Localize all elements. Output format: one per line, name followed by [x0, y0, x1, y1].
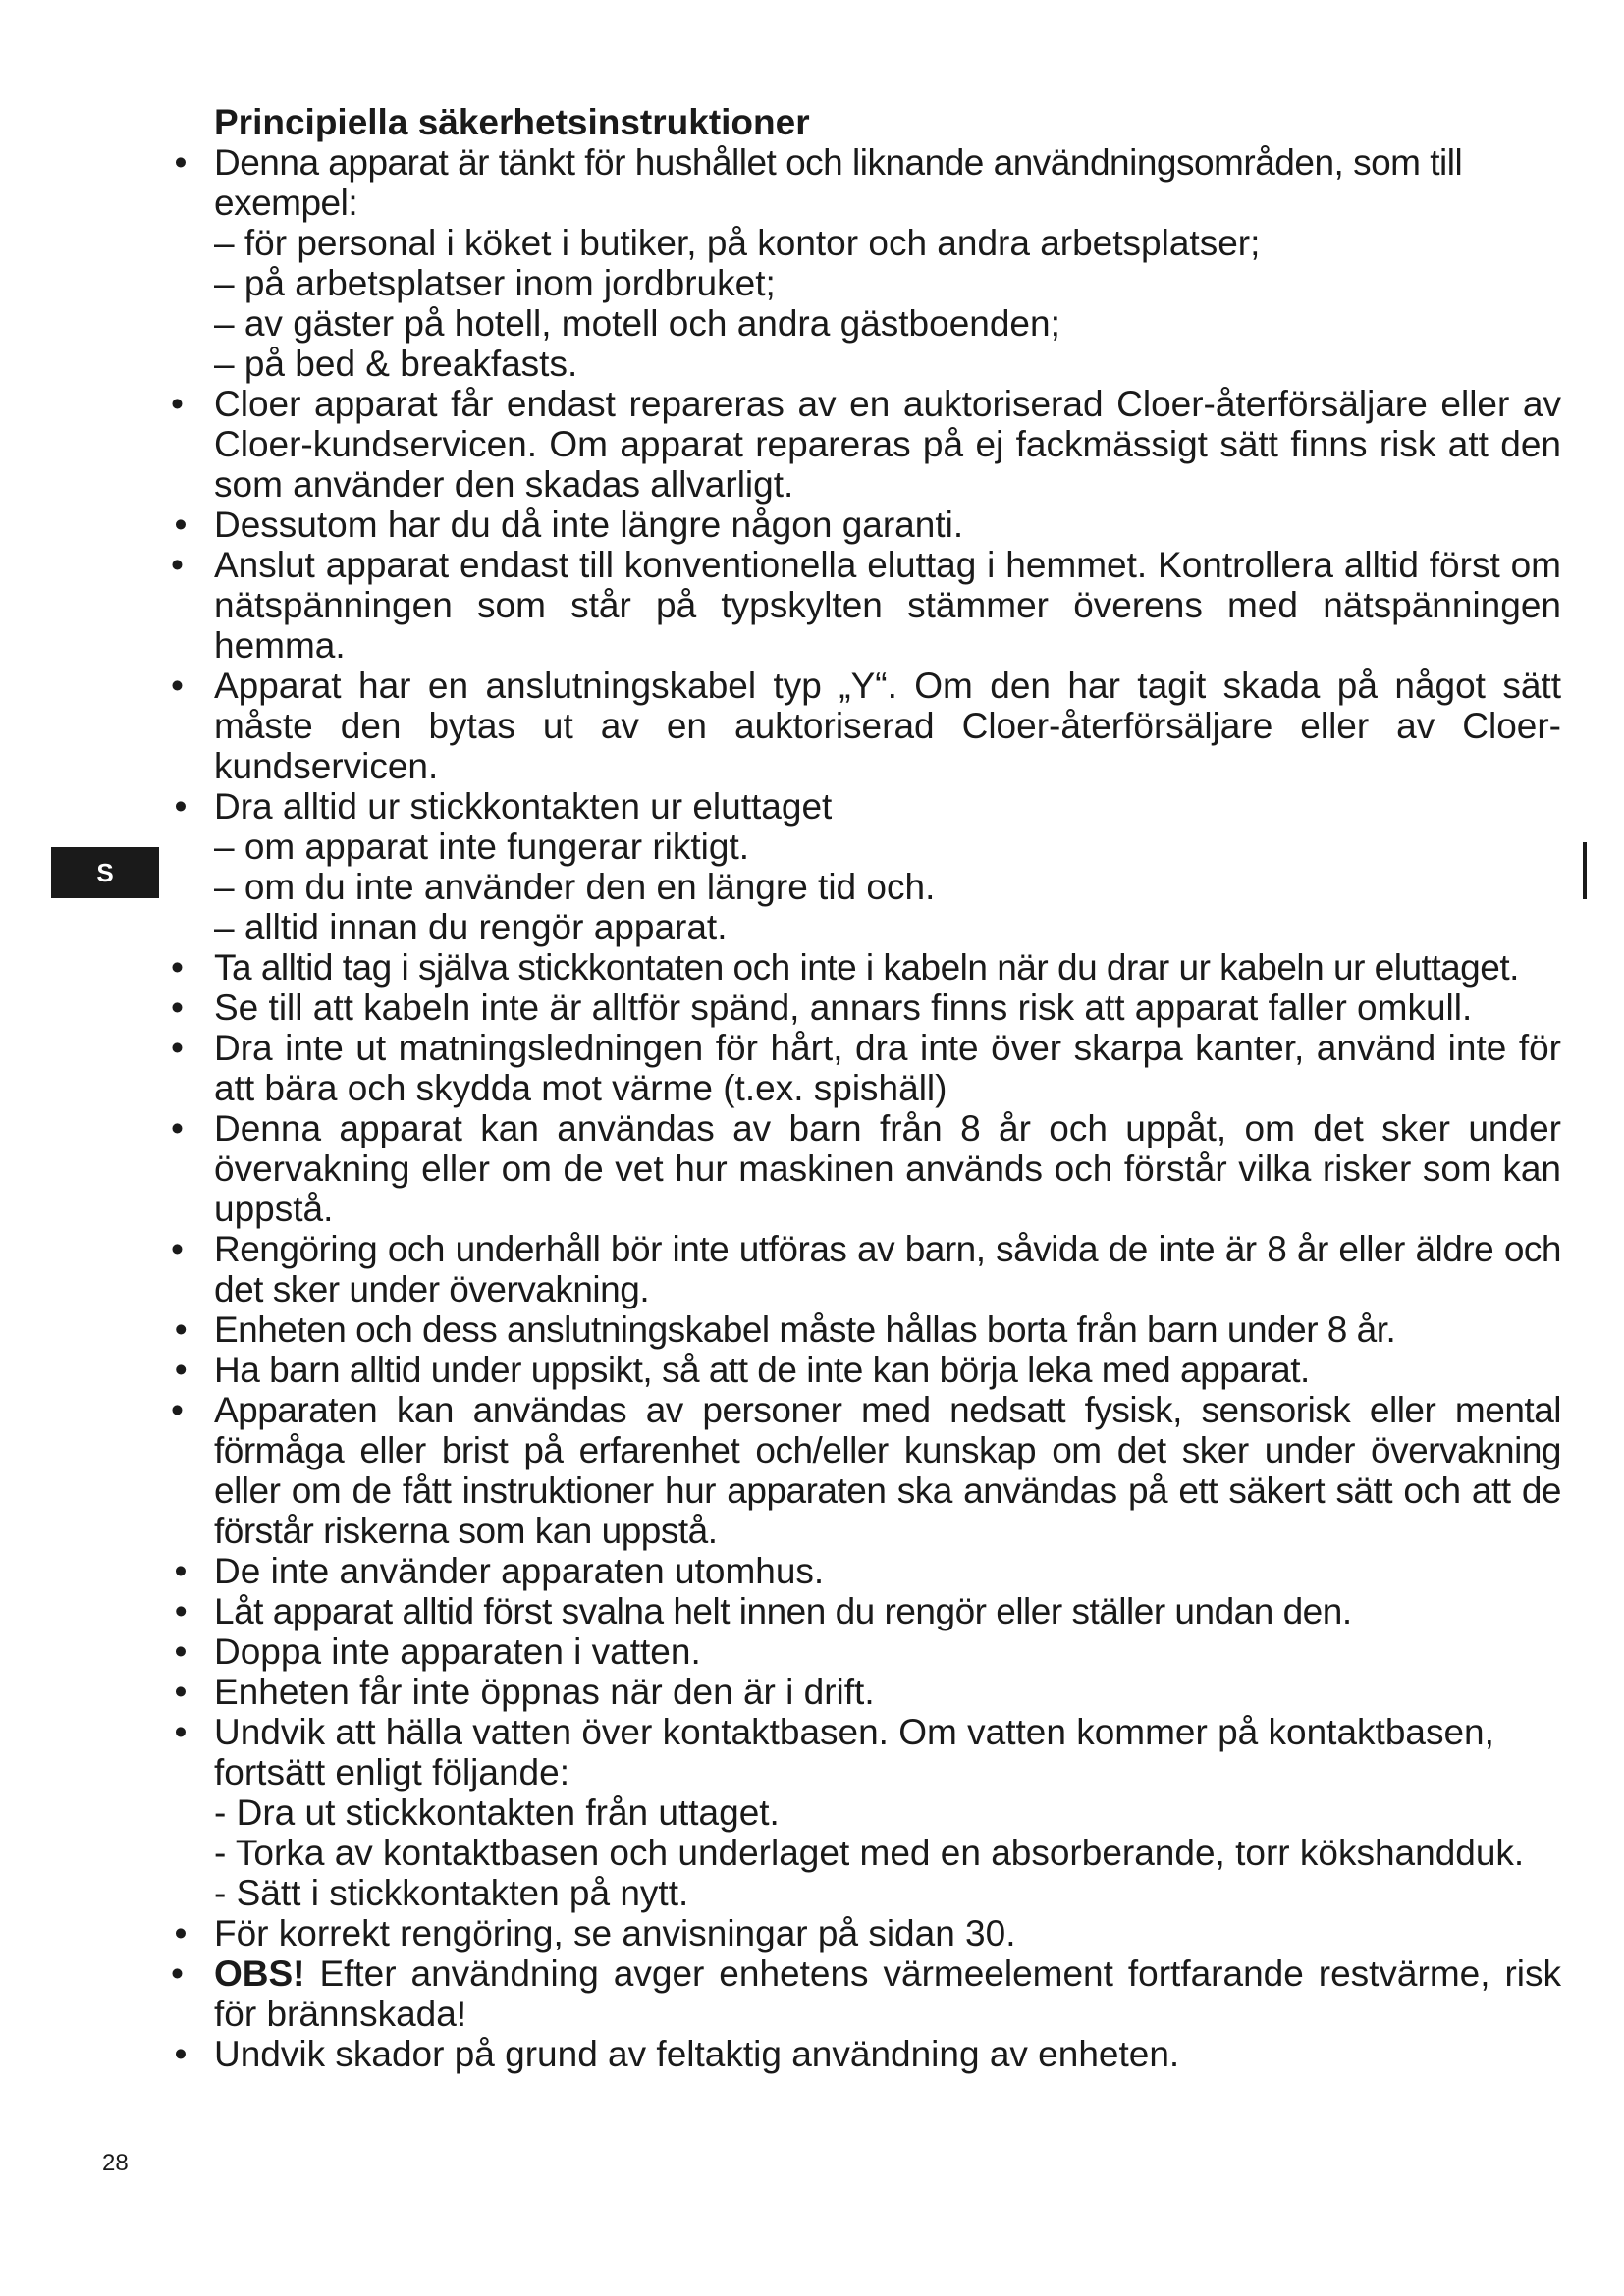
- item-text: De inte använder apparaten utomhus.: [214, 1551, 825, 1591]
- sub-item: – alltid innan du rengör apparat.: [214, 907, 728, 947]
- item-text: Apparat har en anslutningskabel typ „Y“. Om den har tagit skada på något sätt måste den bytas ut av en auktoriserad Cloer-återförsäljare eller av Cloer-kundservicen.: [214, 666, 1561, 786]
- sub-item: – om apparat inte fungerar riktigt.: [214, 827, 750, 867]
- bullet-icon: •: [171, 988, 184, 1028]
- bullet-icon: •: [174, 1913, 188, 1953]
- bullet-icon: •: [174, 142, 188, 183]
- sub-item: – för personal i köket i butiker, på kontor och andra arbetsplatser;: [214, 223, 1261, 263]
- bullet-icon: •: [174, 1551, 188, 1591]
- list-item: [174, 1913, 1561, 1953]
- list-item: [174, 2034, 1561, 2074]
- bullet-icon: •: [174, 1672, 188, 1712]
- list-item: [174, 1551, 1561, 1591]
- bullet-icon: •: [171, 1390, 184, 1430]
- item-text: Undvik att hälla vatten över kontaktbasen. Om vatten kommer på kontaktbasen, fortsätt enligt följande:: [214, 1712, 1494, 1792]
- sub-item: – av gäster på hotell, motell och andra gästboenden;: [214, 303, 1060, 344]
- list-item: [171, 988, 1561, 1028]
- bullet-icon: •: [174, 786, 188, 827]
- page-title: Principiella säkerhetsinstruktioner: [214, 102, 810, 142]
- list-item: [171, 1108, 1561, 1229]
- item-text: För korrekt rengöring, se anvisningar på sidan 30.: [214, 1913, 1016, 1953]
- instruction-list: [171, 142, 1561, 2074]
- item-text: Dessutom har du då inte längre någon garanti.: [214, 505, 964, 545]
- item-text: Undvik skador på grund av feltaktig användning av enheten.: [214, 2034, 1180, 2074]
- list-item: [171, 1953, 1561, 2034]
- list-item: [174, 1631, 1561, 1672]
- sub-item: - Dra ut stickkontakten från uttaget.: [214, 1792, 780, 1833]
- bullet-icon: •: [171, 1229, 184, 1269]
- bullet-icon: •: [174, 1591, 188, 1631]
- bullet-icon: •: [171, 666, 184, 706]
- bullet-icon: •: [174, 1631, 188, 1672]
- item-text: Enheten får inte öppnas när den är i drift.: [214, 1672, 875, 1712]
- bullet-icon: •: [171, 1953, 184, 1994]
- list-item: [174, 1309, 1561, 1350]
- margin-change-bar: [1583, 842, 1587, 899]
- safety-instructions: [171, 102, 1561, 2074]
- item-text: Se till att kabeln inte är alltför spänd, annars finns risk att apparat faller omkull.: [214, 988, 1473, 1028]
- bullet-icon: •: [174, 1309, 188, 1350]
- item-text: Låt apparat alltid först svalna helt innen du rengör eller ställer undan den.: [214, 1591, 1352, 1631]
- list-item: [174, 1350, 1561, 1390]
- item-text: Enheten och dess anslutningskabel måste hållas borta från barn under 8 år.: [214, 1309, 1396, 1350]
- language-tab: S: [51, 847, 159, 898]
- bullet-icon: •: [174, 505, 188, 545]
- list-item: [174, 1672, 1561, 1712]
- item-text: Denna apparat kan användas av barn från 8 år och uppåt, om det sker under övervakning eller om de vet hur maskinen används och förstår vilka risker som kan uppstå.: [214, 1108, 1561, 1229]
- sub-item: – om du inte använder den en längre tid och.: [214, 867, 936, 907]
- item-text: Doppa inte apparaten i vatten.: [214, 1631, 701, 1672]
- sub-item: – på bed & breakfasts.: [214, 344, 578, 384]
- item-text: Efter användning avger enhetens värmeelement fortfarande restvärme, risk för brännskada!: [214, 1953, 1561, 2034]
- bullet-icon: •: [174, 2034, 188, 2074]
- sub-item: - Torka av kontaktbasen och underlaget med en absorberande, torr kökshandduk.: [214, 1833, 1525, 1873]
- bullet-icon: •: [171, 1028, 184, 1068]
- sub-item: – på arbetsplatser inom jordbruket;: [214, 263, 776, 303]
- sub-item: - Sätt i stickkontakten på nytt.: [214, 1873, 689, 1913]
- item-text: Ha barn alltid under uppsikt, så att de inte kan börja leka med apparat.: [214, 1350, 1310, 1390]
- bullet-icon: •: [174, 1712, 188, 1752]
- bullet-icon: •: [171, 947, 184, 988]
- list-item: [174, 786, 1561, 947]
- item-text: Anslut apparat endast till konventionella eluttag i hemmet. Kontrollera alltid först om nätspänningen som står på typskylten stämmer överens med nätspänningen hemma.: [214, 545, 1561, 666]
- obs-label: OBS!: [214, 1953, 305, 1994]
- bullet-icon: •: [171, 384, 184, 424]
- bullet-icon: •: [174, 1350, 188, 1390]
- bullet-icon: •: [171, 1108, 184, 1148]
- list-item: [171, 1028, 1561, 1108]
- list-item: [174, 505, 1561, 545]
- item-text: Ta alltid tag i själva stickkontaten och inte i kabeln när du drar ur kabeln ur eluttaget.: [214, 947, 1519, 988]
- item-text: Apparaten kan användas av personer med nedsatt fysisk, sensorisk eller mental förmåga eller brist på erfarenhet och/eller kunskap om det sker under övervakning eller om de fått instruktioner hur apparaten ska användas på ett säkert sätt och att de förstår riskerna som kan uppstå.: [214, 1390, 1561, 1551]
- list-item: [171, 666, 1561, 786]
- bullet-icon: •: [171, 545, 184, 585]
- list-item: [171, 1390, 1561, 1551]
- page-number: 28: [102, 2150, 129, 2176]
- item-text: Rengöring och underhåll bör inte utföras av barn, såvida de inte är 8 år eller äldre och det sker under övervakning.: [214, 1229, 1561, 1309]
- item-text: Dra inte ut matningsledningen för hårt, dra inte över skarpa kanter, använd inte för att bära och skydda mot värme (t.ex. spishäll): [214, 1028, 1561, 1108]
- item-text: Denna apparat är tänkt för hushållet och liknande användningsområden, som till exempel:: [214, 142, 1463, 223]
- list-item: [174, 1591, 1561, 1631]
- list-item: [171, 1229, 1561, 1309]
- item-text: Dra alltid ur stickkontakten ur eluttaget: [214, 786, 833, 827]
- item-text: Cloer apparat får endast repareras av en auktoriserad Cloer-återförsäljare eller av Cloer-kundservicen. Om apparat repareras på ej fackmässigt sätt finns risk att den som använder den skadas allvarligt.: [214, 384, 1561, 505]
- list-item: [174, 1712, 1561, 1913]
- list-item: [171, 545, 1561, 666]
- list-item: [171, 947, 1561, 988]
- list-item: [174, 142, 1561, 384]
- list-item: [171, 384, 1561, 505]
